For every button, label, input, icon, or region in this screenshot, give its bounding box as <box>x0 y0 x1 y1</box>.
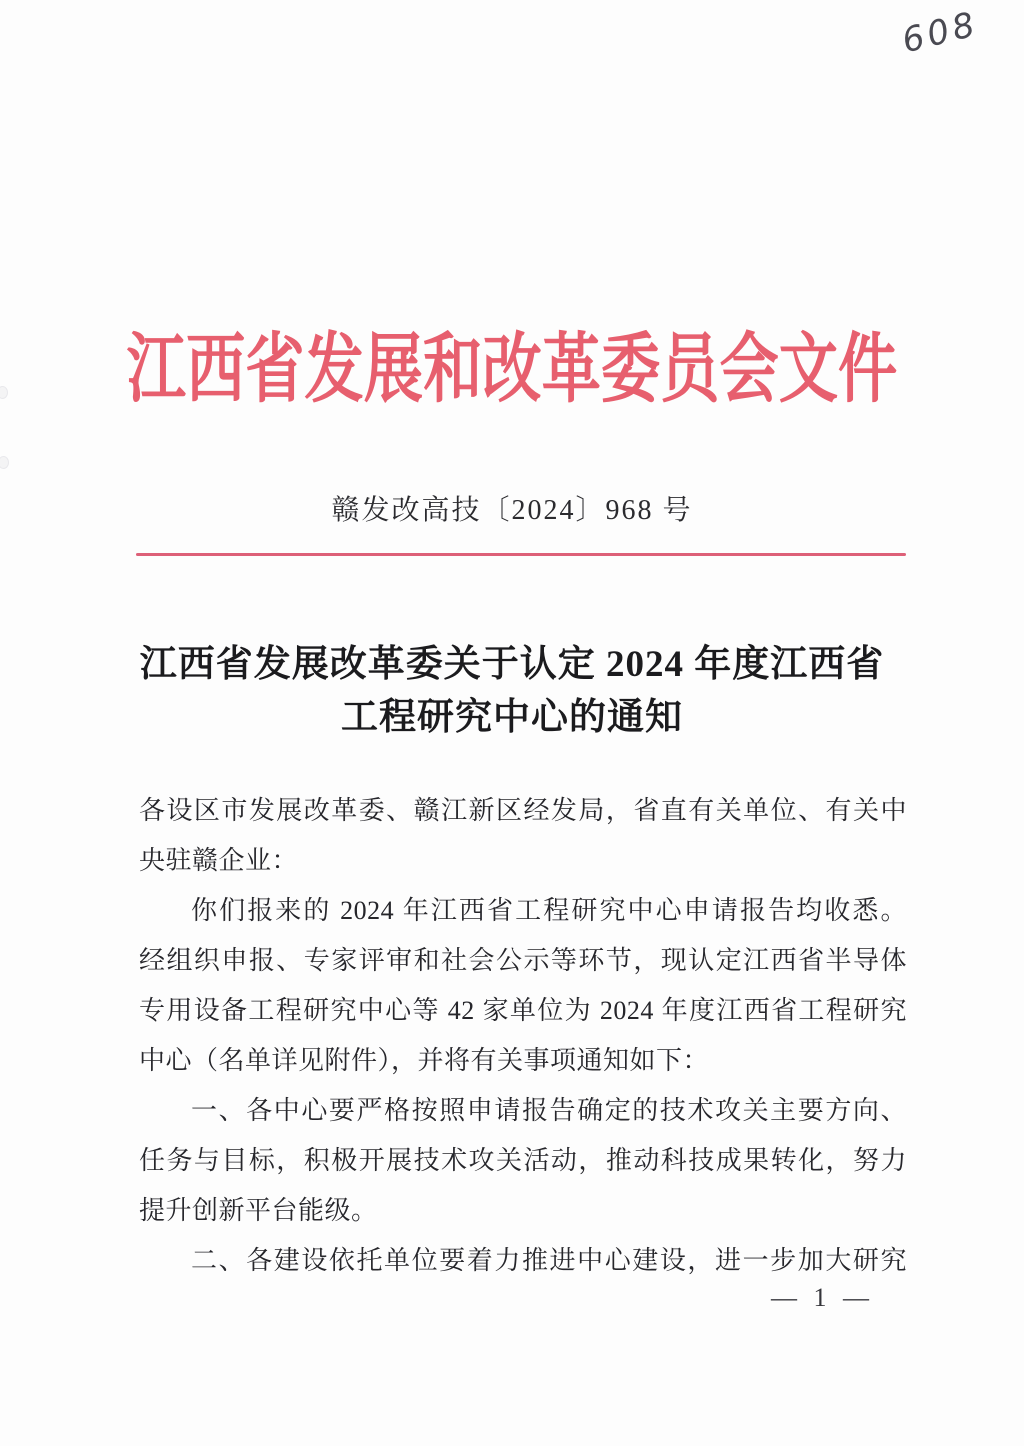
body-line: 经组织申报、专家评审和社会公示等环节，现认定江西省半导体 <box>139 946 907 975</box>
red-masthead-title-text: 江西省发展和改革委员会文件 <box>126 328 898 412</box>
red-masthead-title <box>0 322 1024 418</box>
body-line: 央驻赣企业： <box>139 846 299 875</box>
body-line: 二、各建设依托单位要着力推进中心建设，进一步加大研究 <box>191 1246 907 1275</box>
binding-hole-mark <box>0 456 9 469</box>
notice-title-line2: 工程研究中心的通知 <box>341 697 683 738</box>
document-reference-number: 赣发改高技〔2024〕968 号 <box>331 495 693 526</box>
body-line: 一、各中心要严格按照申请报告确定的技术攻关主要方向、 <box>191 1096 907 1125</box>
masthead-divider-line <box>136 553 906 556</box>
body-line: 任务与目标，积极开展技术攻关活动，推动科技成果转化，努力 <box>139 1146 907 1175</box>
body-line: 专用设备工程研究中心等 42 家单位为 2024 年度江西省工程研究 <box>139 996 907 1025</box>
page-number: — 1 — <box>771 1283 874 1312</box>
notice-title <box>0 638 1024 744</box>
body-line: 各设区市发展改革委、赣江新区经发局，省直有关单位、有关中 <box>139 796 907 825</box>
notice-title-line1: 江西省发展改革委关于认定 2024 年度江西省 <box>139 644 885 685</box>
body-line: 你们报来的 2024 年江西省工程研究中心申请报告均收悉。 <box>191 896 907 925</box>
body-line: 中心（名单详见附件），并将有关事项通知如下： <box>139 1046 710 1075</box>
document-body <box>139 786 907 1286</box>
handwritten-registry-number: 608 <box>898 3 983 62</box>
body-line: 提升创新平台能级。 <box>139 1196 378 1225</box>
